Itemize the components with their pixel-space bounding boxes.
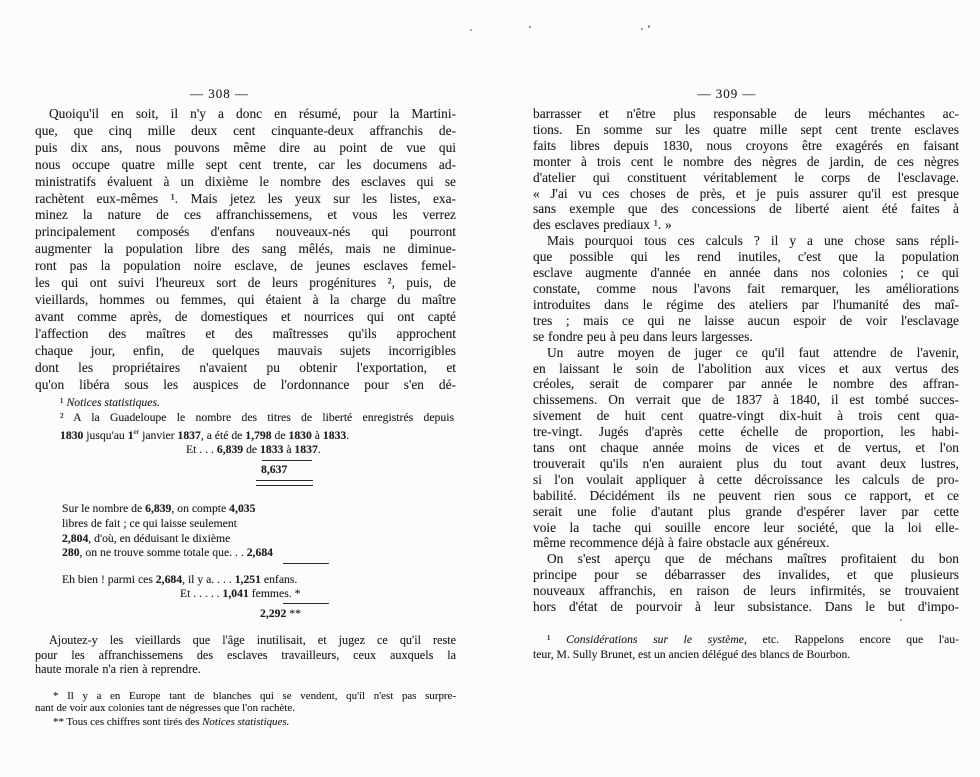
- eh-bien-line: [62, 573, 454, 587]
- text-segment: nouveaux affranchis, en raison de leurs infirmités, se trouvaient: [533, 583, 959, 599]
- text-line: [533, 535, 959, 551]
- text-segment: **: [286, 607, 301, 621]
- text-segment: à: [311, 428, 323, 442]
- text-segment: Un autre moyen de juger ce qu'il faut attendre de l'avenir,: [547, 344, 959, 360]
- text-line: [35, 207, 456, 224]
- text-line: [533, 154, 959, 170]
- text-line: [62, 573, 454, 587]
- page-number-right: — 309 —: [697, 86, 757, 101]
- text-line: [35, 275, 456, 292]
- text-line: [533, 504, 959, 520]
- text-segment: constate, comme nous l'avons fait remarquer, les améliorations: [533, 280, 959, 296]
- text-line: [533, 138, 959, 154]
- text-segment: 2,684: [155, 572, 183, 586]
- text-segment: 1830: [60, 428, 84, 442]
- text-segment: .: [346, 428, 350, 442]
- text-segment: ¹: [547, 633, 567, 646]
- text-line: [533, 488, 959, 504]
- text-segment: 8,637: [261, 463, 288, 477]
- text-segment: barrasser et n'être plus responsable de leurs méchantes ac-: [533, 106, 959, 121]
- text-segment: ministratifs évaluent à un dixième le nombre des esclaves qui se: [35, 173, 456, 189]
- text-line: [533, 599, 959, 615]
- text-line: [35, 690, 456, 703]
- text-segment: libres de fait ; ce qui laisse seulement: [62, 516, 237, 530]
- text-segment: 1,041: [222, 586, 249, 600]
- text-segment: 2,804: [62, 531, 89, 545]
- text-segment: minez la nature de ces affranchissemens, et vous les verrez: [35, 207, 456, 223]
- text-segment: de: [271, 428, 289, 442]
- right-paragraph-1: [533, 106, 959, 233]
- text-line: [533, 345, 959, 361]
- text-line: [35, 191, 456, 208]
- footnote-guadeloupe: [60, 411, 454, 443]
- text-segment: On s'est aperçu que de méchans maîtres profitaient du bon: [547, 551, 959, 567]
- text-line: [35, 377, 456, 394]
- text-line: [533, 376, 959, 392]
- text-segment: , on ne trouve somme totale que. . .: [79, 546, 247, 560]
- text-segment: 1,798: [245, 428, 272, 442]
- sum-rule-top: [262, 460, 312, 461]
- text-line: [35, 258, 456, 275]
- ajoutez-paragraph: [35, 633, 456, 676]
- text-segment: 2,684: [246, 546, 273, 560]
- text-line: [533, 633, 959, 648]
- text-segment: , etc. Rappelons encore que l'au-: [744, 633, 959, 646]
- text-line: [35, 292, 456, 309]
- text-segment: Et . . . . .: [180, 586, 223, 600]
- text-segment: ** Tous ces chiffres sont tirés des: [53, 716, 203, 729]
- text-segment: augmenter la population libre des sang mêlés, mais ne diminue-: [35, 241, 456, 257]
- text-segment: femmes. *: [248, 586, 301, 600]
- scan-speck: [648, 25, 650, 28]
- text-segment: principalement composés d'enfans nouveaux-nés qui pourront: [35, 224, 456, 240]
- text-segment: même recommence déjà à faire obstacle aux généreux.: [533, 535, 830, 551]
- text-line: [60, 411, 454, 425]
- sum-line-et-2: [180, 587, 454, 601]
- text-segment: sivement de huit cent quatre-vingt dix-huit à trois cent qua-: [533, 408, 959, 424]
- book-page-right: [533, 0, 959, 662]
- text-line: [62, 532, 454, 547]
- text-segment: de: [243, 442, 261, 456]
- text-segment: pour les affranchissemens des esclaves travailleurs, ceux auxquels la: [35, 647, 456, 662]
- text-segment: monter à trois cent le nombre des nègres de jardin, de ces nègres: [533, 153, 959, 169]
- italic-text: Notices statistiques.: [66, 396, 160, 410]
- text-segment: babilité. Décidément ils ne peuvent rien sous ce rapport, et ce: [533, 487, 959, 503]
- italic-text: Notices statistiques.: [202, 716, 290, 729]
- text-line: [261, 463, 454, 477]
- text-line: [533, 440, 959, 456]
- text-line: [533, 329, 959, 345]
- text-segment: que, que cinq mille deux cent cinquante-deux affranchis de-: [35, 122, 456, 138]
- text-line: [533, 567, 959, 583]
- text-segment: hors d'état de pourvoir à leur subsistance. Dans le but d'impo-: [533, 599, 959, 615]
- text-segment: Eh bien ! parmi ces: [62, 572, 156, 586]
- text-segment: trouverait qu'ils n'en auraient plus du tout avant deux lustres,: [533, 455, 959, 471]
- text-segment: 1,251: [234, 572, 261, 586]
- left-main-paragraph: [35, 106, 456, 393]
- text-line: [533, 520, 959, 536]
- scan-speck: [900, 619, 902, 621]
- text-segment: janvier: [139, 428, 178, 442]
- text-line: [62, 502, 454, 517]
- text-line: [533, 456, 959, 472]
- text-segment: , d'où, en déduisant le dixième: [88, 531, 231, 545]
- text-segment: 6,839: [216, 442, 244, 456]
- text-line: [35, 241, 456, 258]
- text-segment: nant de voir aux colonies tant de négresses que l'on rachète.: [35, 702, 295, 715]
- text-line: [533, 201, 959, 217]
- right-paragraph-4: [533, 551, 959, 615]
- text-segment: Mais pourquoi tous ces calculs ? il y a une chose sans répli-: [547, 233, 959, 249]
- text-line: [35, 648, 456, 662]
- sum-rule-2292: [283, 603, 329, 604]
- text-segment: faits libres depuis 1830, nous croyons être exagérés en faisant: [533, 137, 959, 153]
- text-line: [533, 648, 959, 663]
- text-line: [533, 551, 959, 567]
- text-line: [35, 360, 456, 377]
- asterisk-footnote-europe: [35, 690, 456, 716]
- text-segment: dont les propriétaires n'avaient pu obtenir l'exportation, et: [35, 359, 456, 375]
- text-line: [533, 472, 959, 488]
- text-line: [533, 106, 959, 122]
- text-segment: Sur le nombre de: [62, 502, 146, 516]
- scan-speck: [470, 29, 472, 31]
- text-segment: 1830: [288, 428, 312, 442]
- text-line: [35, 343, 456, 360]
- text-segment: voie la tache qui souille encore leur société, que la loi elle-: [533, 519, 959, 535]
- text-line: [533, 424, 959, 440]
- text-segment: 4,035: [229, 502, 256, 516]
- text-segment: 1837: [177, 428, 201, 442]
- text-segment: esclave augmente d'année en année dans nos colonies ; ce qui: [533, 265, 959, 281]
- text-segment: à: [283, 442, 295, 456]
- italic-text: Considérations sur le système: [566, 633, 744, 646]
- text-segment: ² A la Guadeloupe le nombre des titres de liberté enregistrés depuis: [60, 410, 454, 424]
- text-segment: principe pour se débarrasser des invalides, et que plusieurs: [533, 567, 959, 583]
- text-segment: teur, M. Sully Brunet, est un ancien délégué des blancs de Bourbon.: [533, 647, 851, 661]
- text-segment: chissemens. On verrait que de 1837 à 1840, il est tombé succes-: [533, 392, 959, 408]
- sum-line-et-1: [186, 443, 454, 457]
- text-segment: haute morale n'a rien à reprendre.: [35, 662, 201, 677]
- text-segment: rachètent eux-mêmes ¹. Mais jetez les yeux sur les listes, exa-: [35, 190, 456, 206]
- text-line: [533, 186, 959, 202]
- text-segment: 1833: [322, 428, 347, 442]
- text-segment: tans ont chaque année moins de vices et de vertus, et l'on: [533, 440, 959, 456]
- text-segment: chaque jour, enfin, de quelques mauvais sujets incorrigibles: [35, 342, 456, 358]
- text-line: [35, 702, 456, 715]
- sum-total-8637: [261, 463, 454, 477]
- text-line: [533, 122, 959, 138]
- text-segment: vieillards, hommes ou femmes, qui étaient à la charge du maître: [35, 291, 456, 307]
- text-line: [533, 217, 959, 233]
- text-line: [35, 106, 456, 123]
- text-segment: , a été de: [200, 428, 246, 442]
- text-segment: sans exemple que des concessions de liberté aient été faites à: [533, 201, 959, 217]
- text-line: [62, 517, 454, 532]
- text-line: [180, 587, 454, 601]
- text-segment: , on compte: [171, 502, 230, 516]
- text-line: [186, 443, 454, 457]
- text-line: [35, 716, 456, 729]
- text-segment: 280: [62, 546, 80, 560]
- text-segment: si l'on voulait appliquer à cette décroissance les calculs de pro-: [533, 471, 959, 487]
- text-line: [533, 249, 959, 265]
- calculation-paragraph: [62, 502, 454, 560]
- text-segment: 1: [127, 428, 134, 442]
- text-line: [35, 224, 456, 241]
- text-line: [62, 546, 454, 561]
- text-segment: Quoiqu'il en soit, il n'y a donc en résumé, pour la Martini-: [49, 106, 456, 121]
- right-paragraph-3: [533, 345, 959, 552]
- left-footnotes: [60, 396, 454, 621]
- text-segment: que possible qui les rend inutiles, c'est que la population: [533, 249, 959, 265]
- text-line: [35, 174, 456, 191]
- text-segment: se fondre peu à peu dans leurs largesses.: [533, 328, 753, 344]
- text-line: [35, 157, 456, 174]
- text-segment: 1837: [294, 442, 318, 456]
- text-segment: tre-vingt. Jugés d'après cette échelle de proportion, les habi-: [533, 424, 959, 440]
- text-segment: créoles, serait de comparer par année le nombre des affran-: [533, 376, 959, 392]
- text-segment: les qui ont suivi l'heureux sort de leurs progénitures ², puis, de: [35, 275, 456, 291]
- text-line: [533, 583, 959, 599]
- right-paragraph-2: [533, 233, 959, 344]
- text-line: [35, 662, 456, 676]
- text-segment: puis dix ans, nous pouvons même dire au point de vue qui: [35, 139, 456, 155]
- text-segment: avant comme après, de domestiques et nourrices qui ont capté: [35, 308, 456, 324]
- superscript-text: er: [133, 427, 140, 436]
- text-segment: l'affection des maîtres et des maîtresses qu'ils approchent: [35, 325, 456, 341]
- sum-double-rule: [256, 480, 313, 486]
- text-segment: 1833: [260, 442, 284, 456]
- text-line: [35, 123, 456, 140]
- text-line: [35, 326, 456, 343]
- text-line: [35, 633, 456, 647]
- text-segment: 6,839: [145, 502, 172, 516]
- text-line: [533, 233, 959, 249]
- text-segment: ¹: [60, 396, 67, 410]
- text-segment: * Il y a en Europe tant de blanches qui se vendent, qu'il n'est pas surpre-: [53, 689, 456, 702]
- text-line: [35, 140, 456, 157]
- text-line: [60, 425, 454, 443]
- scan-speck: [641, 28, 643, 30]
- text-segment: introduites dans le régime des ateliers par l'humanité des maî-: [533, 296, 959, 312]
- asterisk-footnote-chiffres: [35, 716, 456, 729]
- text-segment: Ajoutez-y les vieillards que l'âge inutilisait, et jugez ce qu'il reste: [49, 633, 456, 648]
- text-segment: enfans.: [260, 572, 298, 586]
- text-segment: 2,292: [260, 607, 287, 621]
- text-line: [533, 170, 959, 186]
- text-segment: tres ; mais ce qui ne laisse aucun espoir de voir l'esclavage: [533, 312, 959, 328]
- text-line: [60, 396, 454, 410]
- text-line: [533, 313, 959, 329]
- sum-total-2292: [260, 607, 454, 621]
- text-segment: .: [317, 442, 321, 456]
- text-line: [533, 361, 959, 377]
- scan-speck: [529, 26, 531, 28]
- text-segment: nous occupe quatre mille sept cent trente, car les documens ad-: [35, 156, 456, 172]
- text-segment: des esclaves prediaux ¹. »: [533, 217, 672, 233]
- text-segment: , il y a. . . .: [182, 572, 235, 586]
- text-segment: qu'on libéra sous les auspices de l'ordonnance pour s'en dé-: [35, 376, 456, 392]
- text-segment: en laissant le soin de l'abolition aux vices et aux vertus des: [533, 360, 959, 376]
- text-segment: tions. En somme sur les quatre mille sept cent trente esclaves: [533, 121, 959, 137]
- text-segment: ront pas la population noire esclave, de jeunes esclaves femel-: [35, 258, 456, 274]
- sum-rule-2684: [283, 563, 329, 564]
- footnote-notices: [60, 396, 454, 410]
- text-line: [533, 281, 959, 297]
- right-footnote: [533, 633, 959, 662]
- book-page-left: [35, 0, 456, 729]
- text-line: [533, 297, 959, 313]
- text-line: [533, 265, 959, 281]
- text-segment: d'atelier qui constituent véritablement le corps de l'esclavage.: [533, 169, 959, 185]
- text-segment: Et . . .: [186, 442, 217, 456]
- text-line: [260, 607, 454, 621]
- text-segment: « J'ai vu ces choses de près, et je puis assurer qu'il est presque: [533, 185, 959, 201]
- text-line: [35, 309, 456, 326]
- text-line: [533, 392, 959, 408]
- page-number-left: — 308 —: [190, 86, 249, 101]
- text-line: [533, 408, 959, 424]
- text-segment: serait une folie d'autant plus grande d'espérer laver par cette: [533, 503, 959, 519]
- text-segment: jusqu'au: [83, 428, 128, 442]
